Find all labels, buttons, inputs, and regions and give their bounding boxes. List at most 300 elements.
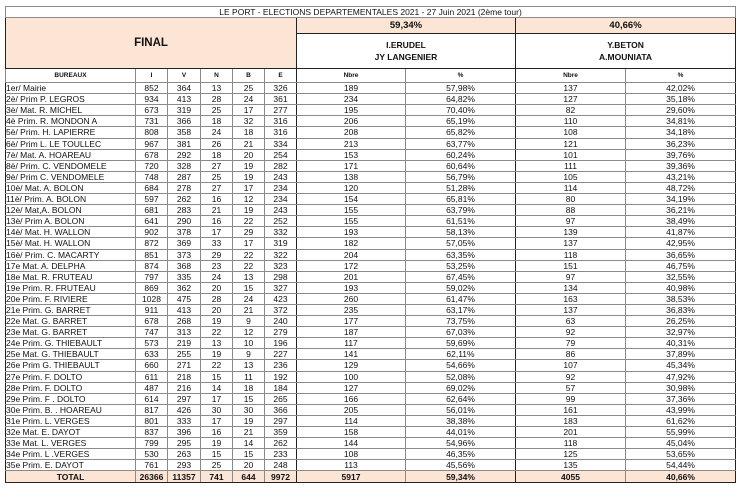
- cell-inscrits: 817: [136, 404, 168, 415]
- cell-c1-pct: 73,75%: [406, 316, 516, 327]
- cell-c1-nbre: 205: [297, 404, 406, 415]
- cell-exprimes: 192: [265, 371, 297, 382]
- cell-exprimes: 252: [265, 216, 297, 227]
- cell-blancs: 21: [233, 138, 265, 149]
- table-row: [6, 238, 736, 249]
- cell-bureau-name: 8è/ Prim. C. VENDOMELE: [6, 160, 136, 171]
- table-row: [6, 194, 736, 205]
- cell-c2-nbre: 163: [516, 293, 626, 304]
- cell-nuls: 17: [201, 415, 233, 426]
- cell-c1-nbre: 114: [297, 415, 406, 426]
- cell-c2-nbre: 137: [516, 304, 626, 315]
- cell-c1-pct: 53,25%: [406, 260, 516, 271]
- cell-c1-pct: 59,69%: [406, 338, 516, 349]
- cell-inscrits: 874: [136, 260, 168, 271]
- cell-c2-pct: 32,97%: [626, 327, 736, 338]
- cell-votants: 218: [168, 371, 201, 382]
- cell-bureau-name: 24e Prim. G. THIEBAULT: [6, 338, 136, 349]
- cell-exprimes: 184: [265, 382, 297, 393]
- cell-nuls: 14: [201, 382, 233, 393]
- cell-bureau-name: 14è/ Mat. H. WALLON: [6, 227, 136, 238]
- cell-inscrits: 761: [136, 460, 168, 471]
- cell-c1-nbre: 153: [297, 149, 406, 160]
- column-header-row: [6, 69, 736, 83]
- cell-bureau-name: 28e Prim. F. DOLTO: [6, 382, 136, 393]
- cell-bureau-name: 6è/ Prim L. LE TOULLEC: [6, 138, 136, 149]
- total-exprimes: 9972: [265, 471, 297, 483]
- table-row: [6, 438, 736, 449]
- cell-inscrits: 573: [136, 338, 168, 349]
- cell-votants: 475: [168, 293, 201, 304]
- cell-c2-pct: 37,89%: [626, 349, 736, 360]
- cell-blancs: 22: [233, 249, 265, 260]
- cell-blancs: 21: [233, 304, 265, 315]
- candidate-1-name-1: I.ERUDEL: [386, 40, 426, 51]
- col-header-c2-nbre: Nbre: [516, 69, 626, 83]
- cell-c1-pct: 44,01%: [406, 427, 516, 438]
- cell-c1-nbre: 193: [297, 227, 406, 238]
- cell-votants: 295: [168, 438, 201, 449]
- cell-c1-nbre: 195: [297, 105, 406, 116]
- cell-c2-pct: 41,87%: [626, 227, 736, 238]
- cell-nuls: 19: [201, 316, 233, 327]
- cell-exprimes: 319: [265, 238, 297, 249]
- col-header-c1-pct: %: [406, 69, 516, 83]
- table-row: [6, 227, 736, 238]
- cell-c2-nbre: 111: [516, 160, 626, 171]
- cell-inscrits: 597: [136, 194, 168, 205]
- table-row: [6, 271, 736, 282]
- cell-nuls: 18: [201, 149, 233, 160]
- cell-inscrits: 902: [136, 227, 168, 238]
- candidate-1-percentage: 59,34%: [297, 18, 516, 34]
- cell-c1-nbre: 166: [297, 393, 406, 404]
- col-header-c2-pct: %: [626, 69, 736, 83]
- cell-bureau-name: 33e Mat. L. VERGES: [6, 438, 136, 449]
- total-inscrits: 26366: [136, 471, 168, 483]
- cell-inscrits: 801: [136, 415, 168, 426]
- cell-inscrits: 641: [136, 216, 168, 227]
- table-row: [6, 127, 736, 138]
- cell-exprimes: 298: [265, 271, 297, 282]
- cell-c2-nbre: 86: [516, 349, 626, 360]
- cell-nuls: 24: [201, 271, 233, 282]
- cell-c1-nbre: 158: [297, 427, 406, 438]
- cell-c1-nbre: 100: [297, 371, 406, 382]
- cell-votants: 328: [168, 160, 201, 171]
- cell-bureau-name: 30e Prim. B. . HOAREAU: [6, 404, 136, 415]
- cell-exprimes: 234: [265, 194, 297, 205]
- cell-blancs: 19: [233, 160, 265, 171]
- cell-c1-pct: 54,66%: [406, 360, 516, 371]
- cell-inscrits: 673: [136, 105, 168, 116]
- candidate-2-percentage: 40,66%: [516, 18, 736, 34]
- cell-blancs: 10: [233, 338, 265, 349]
- cell-votants: 219: [168, 338, 201, 349]
- cell-c2-pct: 45,34%: [626, 360, 736, 371]
- cell-c1-nbre: 193: [297, 282, 406, 293]
- cell-nuls: 20: [201, 282, 233, 293]
- cell-votants: 262: [168, 194, 201, 205]
- cell-c1-pct: 70,40%: [406, 105, 516, 116]
- cell-inscrits: 530: [136, 449, 168, 460]
- cell-blancs: 17: [233, 182, 265, 193]
- cell-votants: 319: [168, 105, 201, 116]
- cell-c1-pct: 56,79%: [406, 171, 516, 182]
- cell-nuls: 17: [201, 227, 233, 238]
- col-header-votants: V: [168, 69, 201, 83]
- cell-bureau-name: 18e Mat. R. FRUTEAU: [6, 271, 136, 282]
- cell-bureau-name: 25e Mat. G. THIEBAULT: [6, 349, 136, 360]
- cell-c2-pct: 40,98%: [626, 282, 736, 293]
- total-votants: 11357: [168, 471, 201, 483]
- cell-c1-pct: 63,17%: [406, 304, 516, 315]
- cell-bureau-name: 17e Mat. A. DELPHA: [6, 260, 136, 271]
- cell-exprimes: 243: [265, 205, 297, 216]
- cell-nuls: 16: [201, 216, 233, 227]
- cell-c2-nbre: 97: [516, 271, 626, 282]
- cell-nuls: 27: [201, 182, 233, 193]
- cell-nuls: 30: [201, 404, 233, 415]
- cell-blancs: 9: [233, 349, 265, 360]
- cell-bureau-name: 29e Prim. F . DOLTO: [6, 393, 136, 404]
- cell-votants: 396: [168, 427, 201, 438]
- cell-bureau-name: 22e Mat. G. BARRET: [6, 316, 136, 327]
- cell-c2-pct: 36,23%: [626, 138, 736, 149]
- cell-exprimes: 279: [265, 327, 297, 338]
- cell-nuls: 25: [201, 460, 233, 471]
- cell-c1-pct: 38,38%: [406, 415, 516, 426]
- cell-c1-nbre: 235: [297, 304, 406, 315]
- cell-c2-pct: 34,18%: [626, 127, 736, 138]
- cell-c2-pct: 36,83%: [626, 304, 736, 315]
- table-row: [6, 116, 736, 127]
- cell-c1-pct: 59,02%: [406, 282, 516, 293]
- cell-blancs: 14: [233, 438, 265, 449]
- cell-exprimes: 196: [265, 338, 297, 349]
- table-row: [6, 449, 736, 460]
- cell-bureau-name: 11è/ Prim. A. BOLON: [6, 194, 136, 205]
- cell-bureau-name: 3è/ Mat. R. MICHEL: [6, 105, 136, 116]
- cell-blancs: 24: [233, 94, 265, 105]
- cell-blancs: 30: [233, 404, 265, 415]
- cell-votants: 413: [168, 94, 201, 105]
- cell-inscrits: 967: [136, 138, 168, 149]
- cell-votants: 293: [168, 460, 201, 471]
- cell-bureau-name: 5è/ Prim. H. LAPIERRE: [6, 127, 136, 138]
- table-row: [6, 216, 736, 227]
- cell-exprimes: 262: [265, 438, 297, 449]
- cell-exprimes: 254: [265, 149, 297, 160]
- cell-bureau-name: 4è Prim. R. MONDON A: [6, 116, 136, 127]
- cell-exprimes: 323: [265, 260, 297, 271]
- cell-nuls: 26: [201, 138, 233, 149]
- cell-c1-nbre: 206: [297, 116, 406, 127]
- cell-bureau-name: 1er/ Mairie: [6, 83, 136, 94]
- cell-blancs: 32: [233, 116, 265, 127]
- cell-inscrits: 681: [136, 205, 168, 216]
- cell-c2-nbre: 161: [516, 404, 626, 415]
- cell-blancs: 11: [233, 371, 265, 382]
- cell-c1-nbre: 120: [297, 182, 406, 193]
- cell-blancs: 20: [233, 460, 265, 471]
- cell-c2-pct: 30,98%: [626, 382, 736, 393]
- cell-votants: 381: [168, 138, 201, 149]
- cell-c1-pct: 64,82%: [406, 94, 516, 105]
- cell-c2-pct: 39,36%: [626, 160, 736, 171]
- col-header-blancs: B: [233, 69, 265, 83]
- cell-votants: 268: [168, 316, 201, 327]
- table-row: [6, 293, 736, 304]
- cell-exprimes: 322: [265, 249, 297, 260]
- cell-exprimes: 233: [265, 449, 297, 460]
- cell-c2-pct: 43,99%: [626, 404, 736, 415]
- total-c2-nbre: 4055: [516, 471, 626, 483]
- cell-votants: 278: [168, 182, 201, 193]
- cell-nuls: 25: [201, 171, 233, 182]
- cell-c2-pct: 26,25%: [626, 316, 736, 327]
- table-row: [6, 182, 736, 193]
- cell-bureau-name: 32e Mat. E. DAYOT: [6, 427, 136, 438]
- cell-inscrits: 869: [136, 282, 168, 293]
- cell-c2-nbre: 118: [516, 249, 626, 260]
- cell-c2-nbre: 92: [516, 327, 626, 338]
- table-row: [6, 205, 736, 216]
- cell-nuls: 28: [201, 293, 233, 304]
- cell-exprimes: 265: [265, 393, 297, 404]
- cell-inscrits: 678: [136, 149, 168, 160]
- cell-bureau-name: 21e Prim. G. BARRET: [6, 304, 136, 315]
- candidate-1-names: [297, 34, 516, 69]
- total-bureau-name: TOTAL: [6, 471, 136, 483]
- cell-inscrits: 731: [136, 116, 168, 127]
- cell-exprimes: 326: [265, 83, 297, 94]
- cell-c1-pct: 52,08%: [406, 371, 516, 382]
- cell-c1-pct: 65,19%: [406, 116, 516, 127]
- cell-exprimes: 334: [265, 138, 297, 149]
- cell-exprimes: 282: [265, 160, 297, 171]
- cell-blancs: 19: [233, 171, 265, 182]
- cell-nuls: 22: [201, 327, 233, 338]
- table-title: LE PORT - ELECTIONS DEPARTEMENTALES 2021 - 27 Juin 2021 (2ème tour): [6, 7, 736, 18]
- total-c1-nbre: 5917: [297, 471, 406, 483]
- cell-c1-pct: 60,24%: [406, 149, 516, 160]
- cell-c2-pct: 29,60%: [626, 105, 736, 116]
- cell-c2-nbre: 99: [516, 393, 626, 404]
- cell-bureau-name: 31e Prim. L. VERGES: [6, 415, 136, 426]
- table-row: [6, 282, 736, 293]
- cell-nuls: 27: [201, 160, 233, 171]
- table-row: [6, 304, 736, 315]
- cell-c1-pct: 61,47%: [406, 293, 516, 304]
- cell-c2-nbre: 82: [516, 105, 626, 116]
- final-label: FINAL: [6, 18, 297, 69]
- cell-c2-pct: 47,92%: [626, 371, 736, 382]
- col-header-bureaux: BUREAUX: [6, 69, 136, 83]
- cell-exprimes: 297: [265, 415, 297, 426]
- table-row: [6, 338, 736, 349]
- cell-c2-pct: 34,81%: [626, 116, 736, 127]
- cell-blancs: 22: [233, 260, 265, 271]
- cell-blancs: 22: [233, 216, 265, 227]
- cell-blancs: 19: [233, 205, 265, 216]
- cell-blancs: 17: [233, 238, 265, 249]
- table-row: [6, 260, 736, 271]
- table-row: [6, 160, 736, 171]
- cell-c2-nbre: 137: [516, 238, 626, 249]
- cell-inscrits: 852: [136, 83, 168, 94]
- cell-votants: 426: [168, 404, 201, 415]
- table-row: [6, 349, 736, 360]
- cell-inscrits: 911: [136, 304, 168, 315]
- cell-c1-nbre: 129: [297, 360, 406, 371]
- cell-bureau-name: 20e Prim. F. RIVIERE: [6, 293, 136, 304]
- cell-nuls: 28: [201, 94, 233, 105]
- cell-inscrits: 808: [136, 127, 168, 138]
- table-row: [6, 249, 736, 260]
- candidate-2-name-2: A.MOUNIATA: [599, 52, 653, 63]
- table-row: [6, 404, 736, 415]
- cell-c2-nbre: 114: [516, 182, 626, 193]
- cell-c1-pct: 58,13%: [406, 227, 516, 238]
- cell-blancs: 9: [233, 316, 265, 327]
- cell-bureau-name: 7è/ Mat. A. HOAREAU: [6, 149, 136, 160]
- cell-c2-nbre: 201: [516, 427, 626, 438]
- cell-c2-nbre: 110: [516, 116, 626, 127]
- cell-c1-nbre: 172: [297, 260, 406, 271]
- cell-c2-nbre: 118: [516, 438, 626, 449]
- cell-nuls: 22: [201, 360, 233, 371]
- table-row: [6, 171, 736, 182]
- cell-c2-pct: 55,99%: [626, 427, 736, 438]
- cell-blancs: 12: [233, 327, 265, 338]
- cell-exprimes: 236: [265, 360, 297, 371]
- cell-c1-pct: 62,11%: [406, 349, 516, 360]
- cell-c2-nbre: 125: [516, 449, 626, 460]
- cell-exprimes: 277: [265, 105, 297, 116]
- table-row: [6, 415, 736, 426]
- table-row: [6, 371, 736, 382]
- total-row: [6, 471, 736, 483]
- cell-c1-nbre: 204: [297, 249, 406, 260]
- table-row: [6, 83, 736, 94]
- cell-votants: 364: [168, 83, 201, 94]
- cell-nuls: 13: [201, 338, 233, 349]
- cell-votants: 368: [168, 260, 201, 271]
- cell-votants: 263: [168, 449, 201, 460]
- cell-c1-pct: 65,81%: [406, 194, 516, 205]
- table-row: [6, 393, 736, 404]
- cell-c2-pct: 61,62%: [626, 415, 736, 426]
- cell-c1-nbre: 108: [297, 449, 406, 460]
- cell-inscrits: 851: [136, 249, 168, 260]
- table-row: [6, 460, 736, 471]
- table-row: [6, 316, 736, 327]
- cell-blancs: 15: [233, 282, 265, 293]
- cell-inscrits: 720: [136, 160, 168, 171]
- cell-c1-nbre: 155: [297, 205, 406, 216]
- cell-c1-pct: 69,02%: [406, 382, 516, 393]
- cell-c1-nbre: 177: [297, 316, 406, 327]
- cell-votants: 362: [168, 282, 201, 293]
- cell-exprimes: 316: [265, 116, 297, 127]
- cell-c2-nbre: 101: [516, 149, 626, 160]
- cell-c2-pct: 53,65%: [626, 449, 736, 460]
- cell-exprimes: 234: [265, 182, 297, 193]
- cell-inscrits: 614: [136, 393, 168, 404]
- total-nuls: 741: [201, 471, 233, 483]
- cell-c2-pct: 35,18%: [626, 94, 736, 105]
- cell-exprimes: 316: [265, 127, 297, 138]
- cell-nuls: 24: [201, 127, 233, 138]
- cell-bureau-name: 12è/ Mat,A. BOLON: [6, 205, 136, 216]
- cell-c1-nbre: 127: [297, 382, 406, 393]
- cell-c2-nbre: 97: [516, 216, 626, 227]
- cell-votants: 366: [168, 116, 201, 127]
- cell-c1-nbre: 117: [297, 338, 406, 349]
- cell-inscrits: 678: [136, 316, 168, 327]
- cell-votants: 413: [168, 304, 201, 315]
- cell-c1-pct: 63,79%: [406, 205, 516, 216]
- cell-exprimes: 372: [265, 304, 297, 315]
- cell-nuls: 23: [201, 260, 233, 271]
- cell-c2-pct: 40,31%: [626, 338, 736, 349]
- cell-c1-pct: 56,01%: [406, 404, 516, 415]
- cell-c1-pct: 60,64%: [406, 160, 516, 171]
- cell-votants: 292: [168, 149, 201, 160]
- cell-inscrits: 872: [136, 238, 168, 249]
- cell-c2-nbre: 139: [516, 227, 626, 238]
- cell-c2-pct: 46,75%: [626, 260, 736, 271]
- cell-votants: 271: [168, 360, 201, 371]
- cell-c1-pct: 46,35%: [406, 449, 516, 460]
- col-header-inscrits: I: [136, 69, 168, 83]
- cell-c2-nbre: 135: [516, 460, 626, 471]
- cell-votants: 255: [168, 349, 201, 360]
- cell-votants: 333: [168, 415, 201, 426]
- cell-nuls: 17: [201, 393, 233, 404]
- cell-c2-pct: 32,55%: [626, 271, 736, 282]
- cell-c1-nbre: 234: [297, 94, 406, 105]
- cell-c2-nbre: 105: [516, 171, 626, 182]
- cell-c1-pct: 61,51%: [406, 216, 516, 227]
- cell-bureau-name: 15è/ Mat. H. WALLON: [6, 238, 136, 249]
- cell-nuls: 33: [201, 238, 233, 249]
- cell-nuls: 29: [201, 249, 233, 260]
- cell-c2-nbre: 80: [516, 194, 626, 205]
- cell-c1-nbre: 154: [297, 194, 406, 205]
- cell-bureau-name: 2è/ Prim P. LEGROS: [6, 94, 136, 105]
- cell-bureau-name: 19e Prim. R. FRUTEAU: [6, 282, 136, 293]
- cell-c1-nbre: 138: [297, 171, 406, 182]
- cell-c1-nbre: 113: [297, 460, 406, 471]
- cell-bureau-name: 9è/ Prim C. VENDOMELE: [6, 171, 136, 182]
- cell-blancs: 21: [233, 427, 265, 438]
- cell-nuls: 16: [201, 427, 233, 438]
- cell-votants: 216: [168, 382, 201, 393]
- cell-votants: 283: [168, 205, 201, 216]
- cell-inscrits: 1028: [136, 293, 168, 304]
- cell-c1-nbre: 208: [297, 127, 406, 138]
- table-row: [6, 138, 736, 149]
- cell-c1-nbre: 144: [297, 438, 406, 449]
- cell-exprimes: 332: [265, 227, 297, 238]
- cell-c2-nbre: 92: [516, 371, 626, 382]
- cell-c1-nbre: 213: [297, 138, 406, 149]
- cell-exprimes: 366: [265, 404, 297, 415]
- cell-inscrits: 934: [136, 94, 168, 105]
- cell-c2-nbre: 88: [516, 205, 626, 216]
